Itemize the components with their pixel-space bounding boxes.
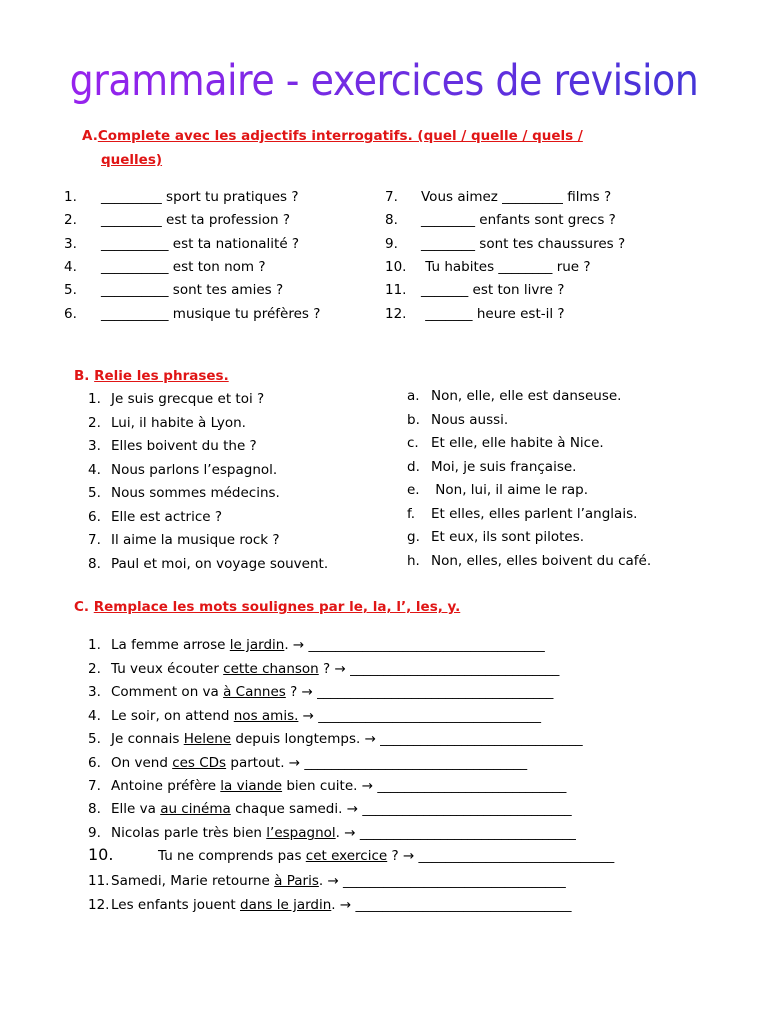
- sentence-start: Elle va: [111, 801, 161, 817]
- list-item-number: 8.: [385, 212, 398, 229]
- list-item-number: d.: [407, 458, 420, 475]
- sentence-start: Samedi, Marie retourne: [111, 873, 275, 889]
- list-item-number: 1.: [64, 189, 77, 205]
- list-item-text: Nous parlons l’espagnol.: [111, 461, 278, 478]
- sentence-start: Les enfants jouent: [111, 897, 240, 913]
- list-item-number: 7.: [88, 532, 101, 548]
- sentence-start: Comment on va: [111, 684, 224, 700]
- underlined-words: à Paris: [274, 873, 319, 889]
- list-item-number: 4.: [88, 461, 101, 478]
- list-item-text: Et elle, elle habite à Nice.: [431, 435, 604, 451]
- answer-line: ? → ___________________________________: [285, 684, 554, 700]
- list-item-number: 7.: [88, 778, 101, 794]
- list-item-number: 12.: [385, 305, 407, 322]
- section-a-letter: A.: [82, 128, 98, 144]
- list-item: [111, 708, 541, 725]
- underlined-words: l’espagnol: [266, 825, 336, 841]
- list-item: [111, 755, 527, 772]
- list-item-number: b.: [407, 411, 420, 428]
- list-item-text: __________ est ta nationalité ?: [101, 235, 300, 252]
- sentence-start: Antoine préfère: [111, 778, 221, 794]
- sentence-start: On vend: [111, 755, 173, 771]
- section-a-heading: [82, 128, 583, 144]
- list-item-number: 5.: [88, 485, 101, 501]
- underlined-words: cet exercice: [305, 848, 388, 864]
- list-item-text: __________ est ton nom ?: [101, 258, 266, 275]
- page-title: grammaire - exercices de revision: [0, 56, 768, 105]
- underlined-words: ces CDs: [172, 755, 227, 771]
- underlined-words: dans le jardin: [240, 897, 332, 913]
- list-item-number: 4.: [64, 258, 77, 275]
- list-item: [111, 801, 572, 818]
- list-item-number: e.: [407, 482, 420, 498]
- answer-line: . → ___________________________________: [284, 637, 545, 653]
- list-item-number: a.: [407, 388, 420, 404]
- section-c-heading: [74, 599, 460, 615]
- list-item-number: 10.: [385, 258, 407, 275]
- list-item-number: 11.: [385, 282, 407, 299]
- list-item: [111, 873, 566, 890]
- list-item-text: Non, elle, elle est danseuse.: [431, 388, 622, 404]
- section-a-heading-cont: [101, 152, 162, 168]
- list-item-number: 8.: [88, 801, 101, 817]
- list-item-text: Non, elles, elles boivent du café.: [431, 552, 652, 569]
- section-b-letter: B.: [74, 368, 90, 384]
- list-item-number: 11.: [88, 873, 110, 889]
- list-item: [111, 825, 576, 842]
- answer-line: → _________________________________: [298, 708, 542, 724]
- list-item-text: Il aime la musique rock ?: [111, 532, 280, 548]
- list-item-number: 5.: [88, 731, 101, 747]
- underlined-words: la viande: [220, 778, 283, 794]
- underlined-words: à Cannes: [223, 684, 286, 700]
- list-item-text: ________ enfants sont grecs ?: [421, 212, 616, 229]
- list-item-text: Elle est actrice ?: [111, 508, 223, 525]
- sentence-start: Tu veux écouter: [111, 661, 224, 677]
- underlined-words: Helene: [183, 731, 232, 747]
- list-item-number: 3.: [64, 235, 77, 252]
- list-item-text: Nous sommes médecins.: [111, 485, 280, 501]
- list-item-number: 6.: [88, 755, 101, 771]
- list-item-number: 3.: [88, 438, 101, 454]
- list-item-text: __________ musique tu préfères ?: [101, 305, 321, 322]
- underlined-words: le jardin: [229, 637, 285, 653]
- underlined-words: au cinéma: [160, 801, 231, 817]
- sentence-start: Le soir, on attend: [111, 708, 234, 724]
- list-item-text: Et eux, ils sont pilotes.: [431, 529, 585, 545]
- answer-line: partout. → _________________________________: [226, 755, 528, 771]
- list-item-number: 2.: [88, 414, 101, 431]
- list-item: [111, 897, 571, 914]
- sentence-start: Nicolas parle très bien: [111, 825, 267, 841]
- list-item-text: Paul et moi, on voyage souvent.: [111, 555, 329, 572]
- section-a-heading-line2: quelles): [101, 152, 163, 168]
- section-b-heading-text: Relie les phrases.: [94, 368, 229, 384]
- list-item-text: Non, lui, il aime le rap.: [431, 482, 589, 498]
- answer-line: ? → _______________________________: [318, 661, 560, 677]
- list-item: [111, 731, 583, 748]
- list-item-number: 5.: [64, 282, 77, 299]
- answer-line: . → ________________________________: [331, 897, 572, 913]
- section-b-heading: [74, 368, 229, 384]
- list-item-text: _______ est ton livre ?: [421, 282, 565, 299]
- list-item-text: _______ heure est-il ?: [421, 305, 565, 322]
- answer-line: ? → _____________________________: [387, 848, 615, 864]
- list-item-text: Tu habites ________ rue ?: [421, 258, 591, 275]
- list-item-number: 2.: [64, 212, 77, 229]
- list-item: [111, 778, 566, 795]
- list-item-number: 4.: [88, 708, 101, 724]
- answer-line: chaque samedi. → _______________________________: [230, 801, 572, 817]
- list-item-number: 8.: [88, 555, 101, 572]
- answer-line: . → _________________________________: [318, 873, 566, 889]
- list-item-number: 2.: [88, 661, 101, 677]
- sentence-start: Je connais: [111, 731, 184, 747]
- list-item-text: Elles boivent du the ?: [111, 438, 257, 454]
- list-item-number: g.: [407, 529, 420, 545]
- list-item-number: 3.: [88, 684, 101, 700]
- list-item-text: Nous aussi.: [431, 411, 509, 428]
- list-item-number: 6.: [64, 305, 77, 322]
- list-item: [158, 848, 614, 865]
- list-item-text: Lui, il habite à Lyon.: [111, 414, 246, 431]
- list-item-text: ________ sont tes chaussures ?: [421, 235, 626, 252]
- sentence-start: Tu ne comprends pas: [158, 848, 306, 864]
- answer-line: . → ________________________________: [335, 825, 576, 841]
- list-item-text: Et elles, elles parlent l’anglais.: [431, 505, 638, 522]
- list-item-text: Moi, je suis française.: [431, 458, 577, 475]
- list-item-number: 9.: [88, 825, 101, 841]
- answer-line: depuis longtemps. → ______________________________: [231, 731, 583, 747]
- list-item-text: __________ sont tes amies ?: [101, 282, 284, 299]
- list-item-number: 7.: [385, 189, 398, 205]
- list-item: [111, 684, 553, 701]
- list-item-number: 12.: [88, 897, 110, 913]
- section-a-heading-line1: Complete avec les adjectifs interrogatifs. (quel / quelle / quels /: [97, 128, 583, 144]
- underlined-words: nos amis.: [233, 708, 299, 724]
- list-item: [111, 661, 559, 678]
- list-item-text: _________ est ta profession ?: [101, 212, 291, 229]
- sentence-start: La femme arrose: [111, 637, 230, 653]
- list-item-number: 1.: [88, 391, 101, 407]
- list-item-number: 1.: [88, 637, 101, 653]
- list-item-text: _________ sport tu pratiques ?: [101, 189, 299, 205]
- underlined-words: cette chanson: [223, 661, 319, 677]
- list-item-number: c.: [407, 435, 419, 451]
- list-item: [111, 637, 545, 654]
- list-item-text: Vous aimez _________ films ?: [421, 189, 612, 205]
- list-item-number: f.: [407, 505, 416, 522]
- list-item-number: 6.: [88, 508, 101, 525]
- list-item-number: 10.: [88, 845, 114, 864]
- answer-line: bien cuite. → ____________________________: [282, 778, 567, 794]
- list-item-text: Je suis grecque et toi ?: [111, 391, 265, 407]
- list-item-number: 9.: [385, 235, 398, 252]
- section-c-heading-text: Remplace les mots soulignes par le, la, l’, les, y.: [93, 599, 461, 615]
- section-c-letter: C.: [74, 599, 90, 615]
- list-item-number: h.: [407, 552, 420, 569]
